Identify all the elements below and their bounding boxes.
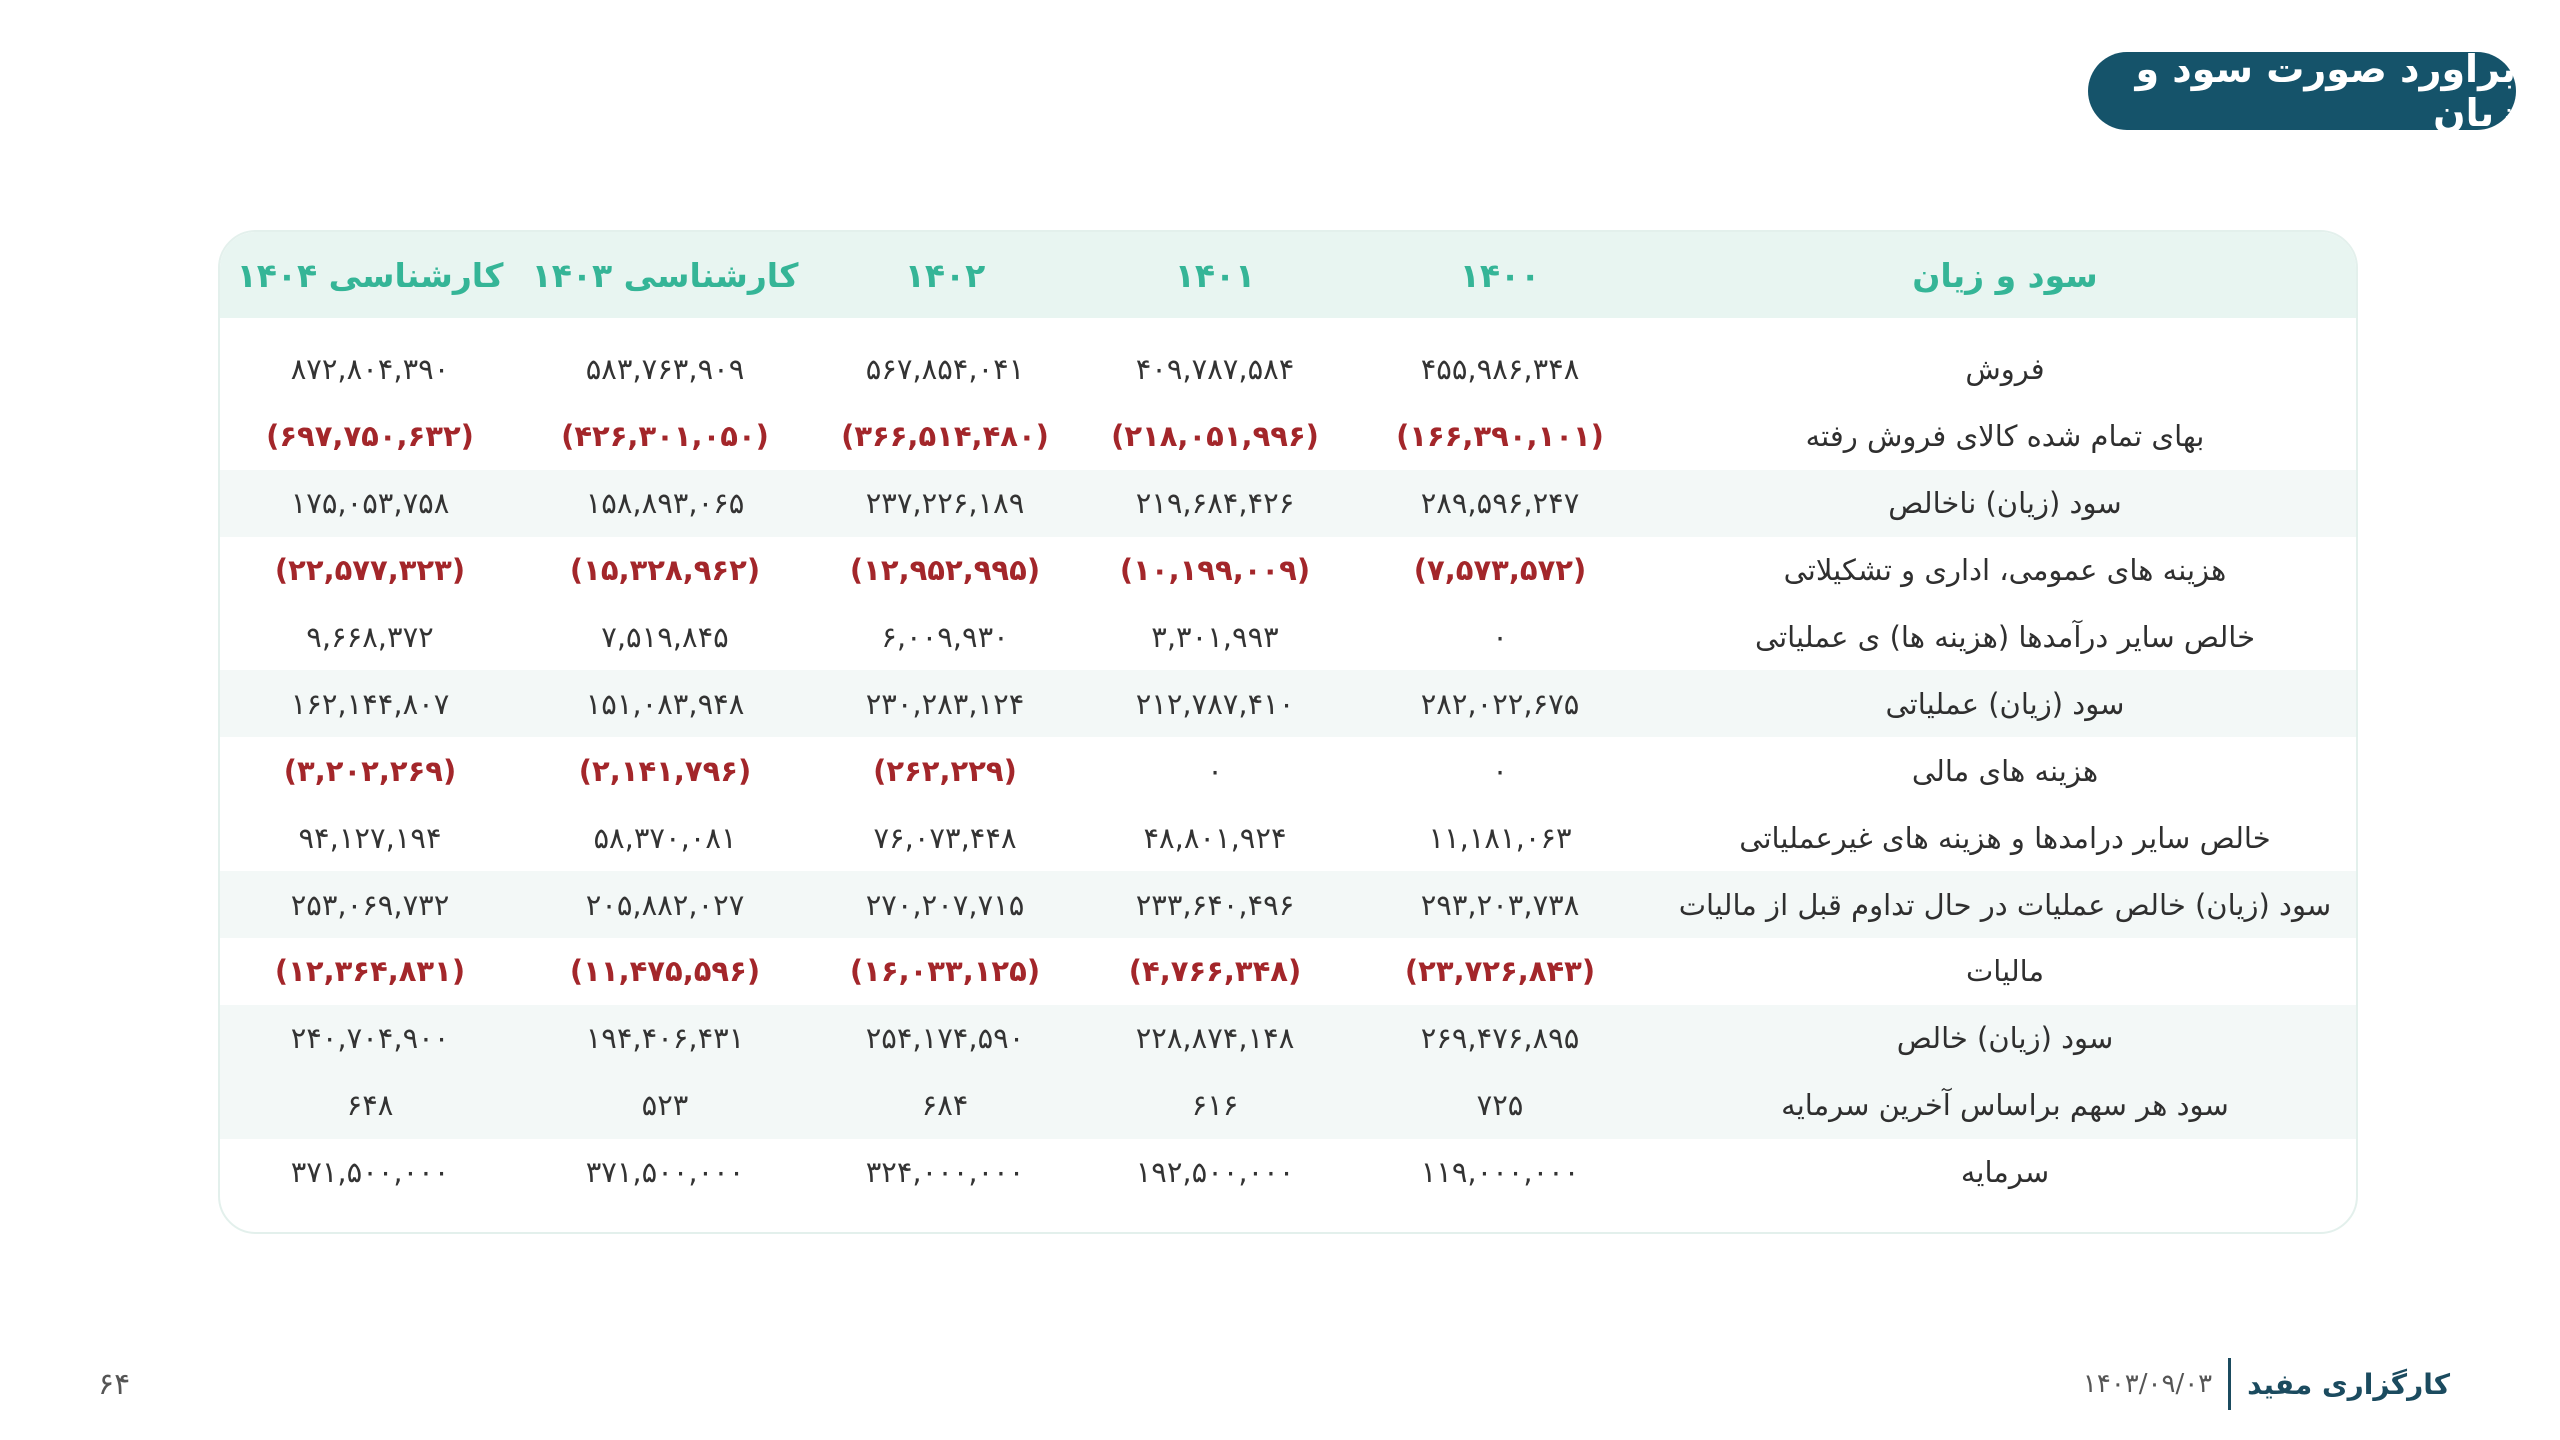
table-body bbox=[220, 318, 2358, 1206]
row-value: (۴,۷۶۶,۳۴۸) bbox=[1128, 954, 1302, 989]
row-label: فروش bbox=[1965, 352, 2045, 387]
column-header-1401: ۱۴۰۱ bbox=[1080, 232, 1350, 318]
row-value: ۵۶۷,۸۵۴,۰۴۱ bbox=[865, 352, 1025, 387]
table-row bbox=[220, 604, 2358, 671]
row-value: ۱۶۲,۱۴۴,۸۰۷ bbox=[220, 670, 520, 737]
row-value: ۶۸۴ bbox=[810, 1072, 1080, 1139]
row-value: ۲۰۵,۸۸۲,۰۲۷ bbox=[520, 871, 810, 938]
brand-name: کارگزاری مفید bbox=[2247, 1367, 2450, 1401]
row-value: ۱۹۴,۴۰۶,۴۳۱ bbox=[520, 1005, 810, 1072]
row-value: ۲۲۸,۸۷۴,۱۴۸ bbox=[1080, 1005, 1350, 1072]
row-value: (۲۶۲,۲۲۹) bbox=[873, 753, 1017, 788]
table-row bbox=[220, 537, 2358, 604]
table-row bbox=[220, 1005, 2358, 1072]
table-row bbox=[220, 871, 2358, 938]
row-value: ۲۹۳,۲۰۳,۷۳۸ bbox=[1350, 871, 1650, 938]
row-value: ۱۱,۱۸۱,۰۶۳ bbox=[1428, 820, 1572, 855]
row-value: ۵۸۳,۷۶۳,۹۰۹ bbox=[585, 352, 745, 387]
row-value: ۳۲۴,۰۰۰,۰۰۰ bbox=[865, 1155, 1025, 1190]
row-label: سود (زیان) عملیاتی bbox=[1650, 670, 2358, 737]
row-value: ۱۵۸,۸۹۳,۰۶۵ bbox=[520, 470, 810, 537]
column-header-1402: ۱۴۰۲ bbox=[810, 232, 1080, 318]
row-value: (۴۲۶,۳۰۱,۰۵۰) bbox=[561, 419, 769, 454]
row-value: ۳۷۱,۵۰۰,۰۰۰ bbox=[585, 1155, 745, 1190]
footer-divider bbox=[2228, 1358, 2231, 1410]
row-value: ۲۱۲,۷۸۷,۴۱۰ bbox=[1080, 670, 1350, 737]
row-value: (۱۰,۱۹۹,۰۰۹) bbox=[1119, 553, 1311, 588]
row-value: (۱۵,۳۲۸,۹۶۲) bbox=[569, 553, 761, 588]
table-row bbox=[220, 336, 2358, 403]
row-value: ۰ bbox=[1492, 620, 1508, 654]
table-row bbox=[220, 804, 2358, 871]
row-label: سود هر سهم براساس آخرین سرمایه bbox=[1650, 1072, 2358, 1139]
page-number: ۶۴ bbox=[98, 1367, 131, 1402]
row-value: ۹,۶۶۸,۳۷۲ bbox=[306, 620, 434, 654]
row-value: (۶۹۷,۷۵۰,۶۳۲) bbox=[266, 419, 474, 454]
table-row bbox=[220, 1139, 2358, 1206]
row-value: ۴۰۹,۷۸۷,۵۸۴ bbox=[1135, 352, 1295, 387]
report-date: ۱۴۰۳/۰۹/۰۳ bbox=[2082, 1369, 2213, 1399]
row-value: ۲۳۰,۲۸۳,۱۲۴ bbox=[810, 670, 1080, 737]
row-value: ۹۴,۱۲۷,۱۹۴ bbox=[298, 820, 442, 855]
table-row bbox=[220, 1072, 2358, 1139]
row-label: مالیات bbox=[1965, 954, 2045, 989]
footer-brand-block bbox=[2083, 1358, 2450, 1410]
row-value: (۲,۱۴۱,۷۹۶) bbox=[578, 753, 752, 788]
row-value: (۱۲,۳۶۴,۸۳۱) bbox=[274, 954, 466, 989]
table-header-row bbox=[220, 232, 2358, 318]
row-value: ۶۴۸ bbox=[220, 1072, 520, 1139]
column-header-1403-estimate: کارشناسی ۱۴۰۳ bbox=[520, 232, 810, 318]
row-label: خالص سایر درامدها و هزینه های غیرعملیاتی bbox=[1739, 820, 2271, 855]
row-label: خالص سایر درآمدها (هزینه ها) ی عملیاتی bbox=[1754, 620, 2256, 654]
row-value: ۴۵۵,۹۸۶,۳۴۸ bbox=[1420, 352, 1580, 387]
row-value: (۱۶۶,۳۹۰,۱۰۱) bbox=[1396, 419, 1604, 454]
row-value: (۲۲,۵۷۷,۳۲۳) bbox=[274, 553, 466, 588]
column-header-1404-estimate: کارشناسی ۱۴۰۴ bbox=[220, 232, 520, 318]
row-value: ۱۷۵,۰۵۳,۷۵۸ bbox=[220, 470, 520, 537]
table-spacer bbox=[220, 318, 2358, 336]
row-value: ۲۶۹,۴۷۶,۸۹۵ bbox=[1350, 1005, 1650, 1072]
row-value: (۲۳,۷۲۶,۸۴۳) bbox=[1404, 954, 1596, 989]
row-value: ۶,۰۰۹,۹۳۰ bbox=[881, 620, 1009, 654]
row-value: ۳,۳۰۱,۹۹۳ bbox=[1151, 620, 1279, 654]
row-value: ۷۲۵ bbox=[1350, 1072, 1650, 1139]
row-label: هزینه های مالی bbox=[1911, 753, 2099, 788]
row-value: ۷۶,۰۷۳,۴۴۸ bbox=[873, 820, 1017, 855]
row-value: (۱۲,۹۵۲,۹۹۵) bbox=[849, 553, 1041, 588]
row-label: سرمایه bbox=[1960, 1155, 2050, 1190]
row-value: ۸۷۲,۸۰۴,۳۹۰ bbox=[290, 352, 450, 387]
row-value: (۳,۲۰۲,۲۶۹) bbox=[283, 753, 457, 788]
row-value: ۳۷۱,۵۰۰,۰۰۰ bbox=[290, 1155, 450, 1190]
row-value: ۲۵۳,۰۶۹,۷۳۲ bbox=[220, 871, 520, 938]
table-row bbox=[220, 403, 2358, 470]
row-value: ۷,۵۱۹,۸۴۵ bbox=[601, 620, 729, 654]
row-value: (۳۶۶,۵۱۴,۴۸۰) bbox=[841, 419, 1049, 454]
row-label: هزینه های عمومی، اداری و تشکیلاتی bbox=[1783, 553, 2227, 588]
row-value: ۰ bbox=[1207, 753, 1223, 788]
row-value: ۵۸,۳۷۰,۰۸۱ bbox=[593, 820, 737, 855]
row-label: سود (زیان) خالص عملیات در حال تداوم قبل از مالیات bbox=[1650, 871, 2358, 938]
row-value: ۲۳۳,۶۴۰,۴۹۶ bbox=[1080, 871, 1350, 938]
row-value: ۵۲۳ bbox=[520, 1072, 810, 1139]
row-value: ۱۹۲,۵۰۰,۰۰۰ bbox=[1135, 1155, 1295, 1190]
row-label: سود (زیان) ناخالص bbox=[1650, 470, 2358, 537]
table-row bbox=[220, 470, 2358, 537]
row-value: ۲۵۴,۱۷۴,۵۹۰ bbox=[810, 1005, 1080, 1072]
row-value: (۷,۵۷۳,۵۷۲) bbox=[1413, 553, 1587, 588]
row-value: ۲۳۷,۲۲۶,۱۸۹ bbox=[810, 470, 1080, 537]
row-value: ۲۷۰,۲۰۷,۷۱۵ bbox=[810, 871, 1080, 938]
row-value: ۱۱۹,۰۰۰,۰۰۰ bbox=[1420, 1155, 1580, 1190]
column-header-1400: ۱۴۰۰ bbox=[1350, 232, 1650, 318]
row-value: ۴۸,۸۰۱,۹۲۴ bbox=[1143, 820, 1287, 855]
income-statement-card bbox=[218, 230, 2358, 1234]
table-row bbox=[220, 737, 2358, 804]
row-value: (۱۱,۴۷۵,۵۹۶) bbox=[569, 954, 761, 989]
row-value: (۱۶,۰۳۳,۱۲۵) bbox=[849, 954, 1041, 989]
row-value: ۲۱۹,۶۸۴,۴۲۶ bbox=[1080, 470, 1350, 537]
row-value: ۲۸۹,۵۹۶,۲۴۷ bbox=[1350, 470, 1650, 537]
row-label: سود (زیان) خالص bbox=[1650, 1005, 2358, 1072]
row-value: ۶۱۶ bbox=[1080, 1072, 1350, 1139]
row-value: ۰ bbox=[1492, 753, 1508, 788]
column-header-label: سود و زیان bbox=[1650, 232, 2358, 318]
row-label: بهای تمام شده کالای فروش رفته bbox=[1805, 419, 2205, 454]
row-value: ۱۵۱,۰۸۳,۹۴۸ bbox=[520, 670, 810, 737]
row-value: ۲۴۰,۷۰۴,۹۰۰ bbox=[220, 1005, 520, 1072]
table-row bbox=[220, 670, 2358, 737]
table-row bbox=[220, 938, 2358, 1005]
page-title: برآورد صورت سود و زیان bbox=[2088, 52, 2516, 130]
income-statement-table bbox=[220, 232, 2358, 1206]
row-value: ۲۸۲,۰۲۲,۶۷۵ bbox=[1350, 670, 1650, 737]
row-value: (۲۱۸,۰۵۱,۹۹۶) bbox=[1111, 419, 1319, 454]
